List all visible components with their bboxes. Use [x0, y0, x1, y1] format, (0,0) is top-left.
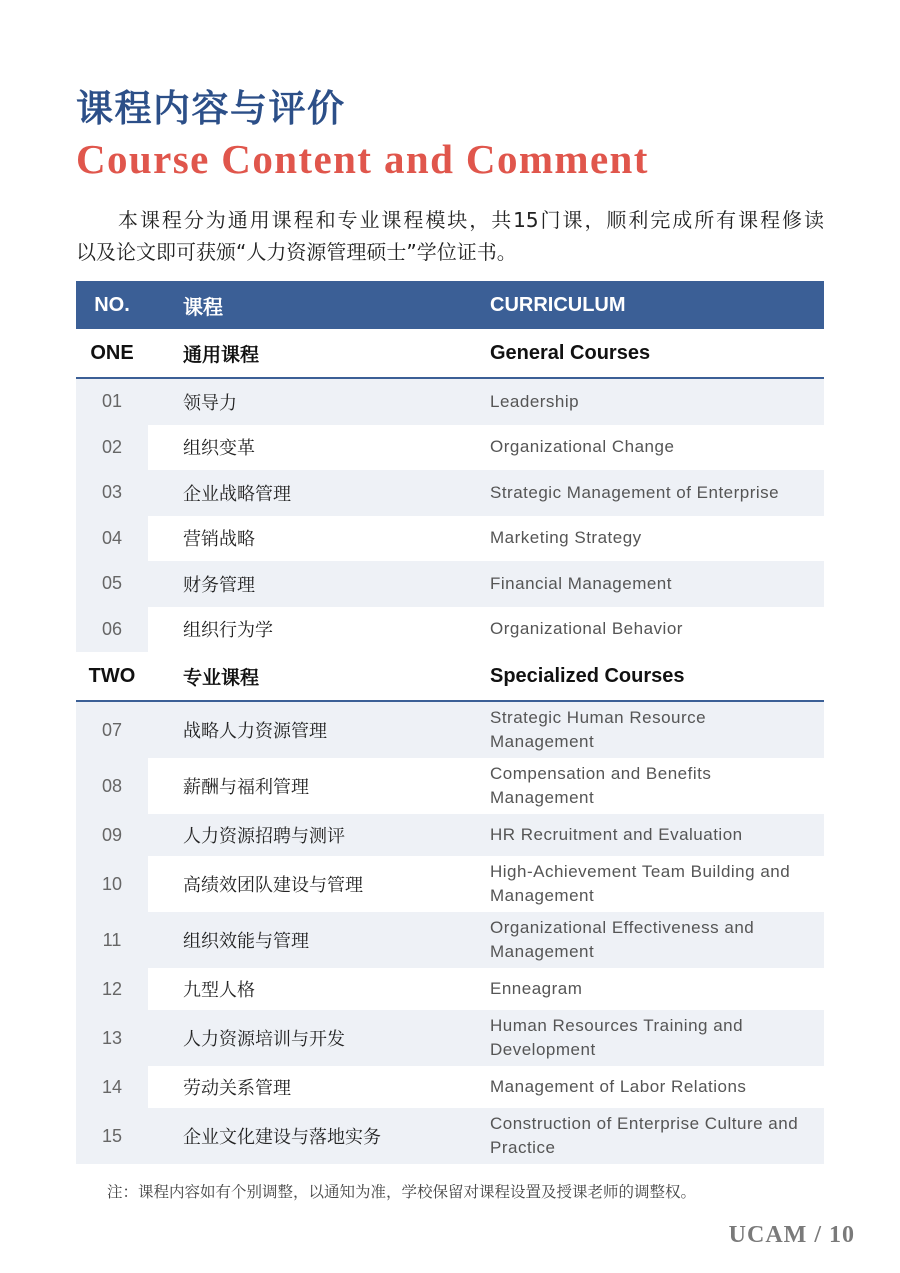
section-header-row: [76, 652, 824, 702]
section-number: ONE: [90, 341, 134, 364]
table-row: [76, 758, 824, 814]
course-number: 01: [76, 379, 148, 425]
course-name-cn: 九型人格: [183, 980, 255, 1001]
course-name-cn: 人力资源培训与开发: [183, 1029, 345, 1050]
header-curriculum: CURRICULUM: [490, 293, 626, 316]
course-name-en: Marketing Strategy: [490, 528, 642, 548]
intro-line-1: 本课程分为通用课程和专业课程模块，共15门课，顺利完成所有课程修读: [118, 208, 824, 232]
course-name-en: Construction of Enterprise Culture and Practice: [490, 1114, 799, 1157]
course-number: 11: [76, 912, 148, 968]
table-row: [76, 856, 824, 912]
course-name-cn: 人力资源招聘与测评: [183, 826, 345, 847]
intro-paragraph: [76, 204, 824, 268]
section-title-en: Specialized Courses: [490, 664, 685, 687]
page-title-english: Course Content and Comment: [76, 136, 649, 182]
course-list: [76, 702, 824, 1164]
section-title-cn: 专业课程: [183, 666, 260, 689]
course-number: 02: [76, 425, 148, 471]
table-row: [76, 425, 824, 471]
section-header-row: [76, 329, 824, 379]
course-name-cn: 战略人力资源管理: [183, 721, 327, 742]
course-name-en: Strategic Human Resource Management: [490, 708, 707, 751]
table-row: [76, 379, 824, 425]
course-name-en: Organizational Change: [490, 437, 675, 457]
table-row: [76, 1108, 824, 1164]
course-number: 13: [76, 1010, 148, 1066]
course-name-en: Organizational Behavior: [490, 619, 683, 639]
course-number: 12: [76, 968, 148, 1010]
course-name-en: High-Achievement Team Building and Management: [490, 862, 791, 905]
header-no: NO.: [94, 293, 130, 316]
course-name-cn: 财务管理: [183, 574, 255, 596]
course-number: 09: [76, 814, 148, 856]
course-name-cn: 领导力: [183, 392, 237, 414]
table-row: [76, 607, 824, 653]
course-number: 07: [76, 702, 148, 758]
course-name-cn: 企业战略管理: [183, 483, 291, 505]
course-number: 06: [76, 607, 148, 653]
course-name-cn: 组织行为学: [183, 620, 273, 642]
course-number: 10: [76, 856, 148, 912]
section-two: [76, 652, 824, 1164]
section-number: TWO: [88, 664, 136, 687]
table-row: [76, 561, 824, 607]
intro-line-2: 以及论文即可获颁“人力资源管理硕士”学位证书。: [76, 240, 517, 264]
course-name-en: Leadership: [490, 391, 580, 411]
table-header-row: [76, 281, 824, 329]
course-table-body: [76, 329, 824, 1164]
course-name-en: Management of Labor Relations: [490, 1077, 747, 1096]
course-name-cn: 组织变革: [183, 438, 255, 460]
course-number: 04: [76, 516, 148, 562]
table-row: [76, 1066, 824, 1108]
page-footer-label: UCAM / 10: [728, 1222, 855, 1248]
table-row: [76, 702, 824, 758]
table-row: [76, 968, 824, 1010]
course-name-en: Human Resources Training and Development: [490, 1016, 744, 1059]
table-row: [76, 516, 824, 562]
page-title-chinese: 课程内容与评价: [76, 87, 346, 130]
course-name-cn: 企业文化建设与落地实务: [183, 1127, 381, 1148]
section-title-cn: 通用课程: [183, 343, 260, 366]
footnote: 注：课程内容如有个别调整，以通知为准，学校保留对课程设置及授课老师的调整权。: [107, 1183, 697, 1201]
course-name-cn: 高绩效团队建设与管理: [183, 875, 363, 896]
course-number: 05: [76, 561, 148, 607]
section-one: [76, 329, 824, 652]
table-row: [76, 912, 824, 968]
table-row: [76, 1010, 824, 1066]
course-name-en: HR Recruitment and Evaluation: [490, 825, 743, 844]
table-row: [76, 470, 824, 516]
course-name-en: Organizational Effectiveness and Management: [490, 918, 755, 961]
course-list: [76, 379, 824, 652]
course-number: 14: [76, 1066, 148, 1108]
course-name-cn: 营销战略: [183, 529, 255, 551]
course-name-cn: 劳动关系管理: [183, 1078, 291, 1099]
course-name-cn: 薪酬与福利管理: [183, 777, 309, 798]
table-row: [76, 814, 824, 856]
course-number: 08: [76, 758, 148, 814]
course-table: [76, 281, 824, 1164]
course-name-en: Financial Management: [490, 573, 672, 593]
course-number: 15: [76, 1108, 148, 1164]
course-number: 03: [76, 470, 148, 516]
course-name-cn: 组织效能与管理: [183, 931, 309, 952]
course-name-en: Strategic Management of Enterprise: [490, 482, 780, 502]
course-name-en: Enneagram: [490, 979, 583, 998]
course-name-en: Compensation and Benefits Management: [490, 764, 712, 807]
header-course-cn: 课程: [183, 294, 223, 319]
section-title-en: General Courses: [490, 341, 651, 364]
